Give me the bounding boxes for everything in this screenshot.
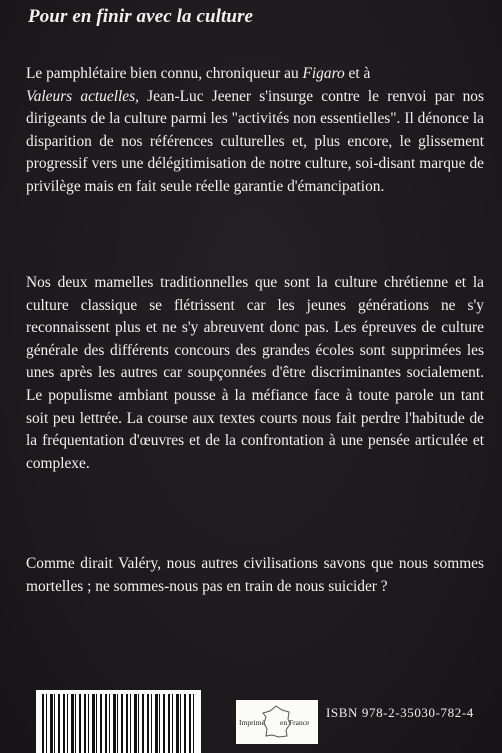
valeurs-actuelles-title: Valeurs actuelles	[26, 87, 136, 105]
en-france-text: en France	[280, 718, 310, 727]
isbn-number: ISBN 978-2-35030-782-4	[326, 705, 474, 720]
imprime-text: Imprimé	[239, 718, 265, 727]
imprime-en-france-label	[236, 700, 318, 744]
paragraph-1-part-3: , Jean-Luc Jeener s'insurge contre le renvoi par nos dirigeants de la culture parmi les "activités non essentielles". Il dénonce la disparition de nos références culturelles et, plus encore, le glissement progressif vers une délégitimisation de notre culture, soi-disant marque de privilège mais en fait seule réelle garantie d'émancipation.	[26, 87, 484, 195]
summary-paragraph-2: Nos deux mamelles traditionnelles que sont la culture chrétienne et la culture classique se flétrissent car les jeunes générations ne s'y reconnaissent plus et ne s'y abreuvent donc pas. Les épreuves de culture générale des différents concours des grandes écoles sont supprimées les unes après les autres car soupçonnées d'être discriminantes socialement. Le populisme ambiant pousse à la méfiance face à toute parole un tant soit peu lettrée. La course aux textes courts nous fait perdre l'habitude de la fréquentation d'œuvres et de la confrontation à une pensée articulée et complexe.	[26, 274, 484, 472]
paragraph-1-part-1: Le pamphlétaire bien connu, chroniqueur au	[26, 65, 303, 82]
barcode-bars	[42, 694, 194, 753]
summary-paragraph-1	[26, 63, 484, 199]
paragraph-1-part-2: et à	[344, 65, 371, 82]
figaro-title: Figaro	[302, 65, 345, 82]
summary-paragraph-3: Comme dirait Valéry, nous autres civilisations savons que nous sommes mortelles ; ne sommes-nous pas en train de nous suicider ?	[26, 555, 484, 595]
book-title: Pour en finir avec la culture	[28, 6, 254, 27]
barcode	[36, 690, 201, 753]
